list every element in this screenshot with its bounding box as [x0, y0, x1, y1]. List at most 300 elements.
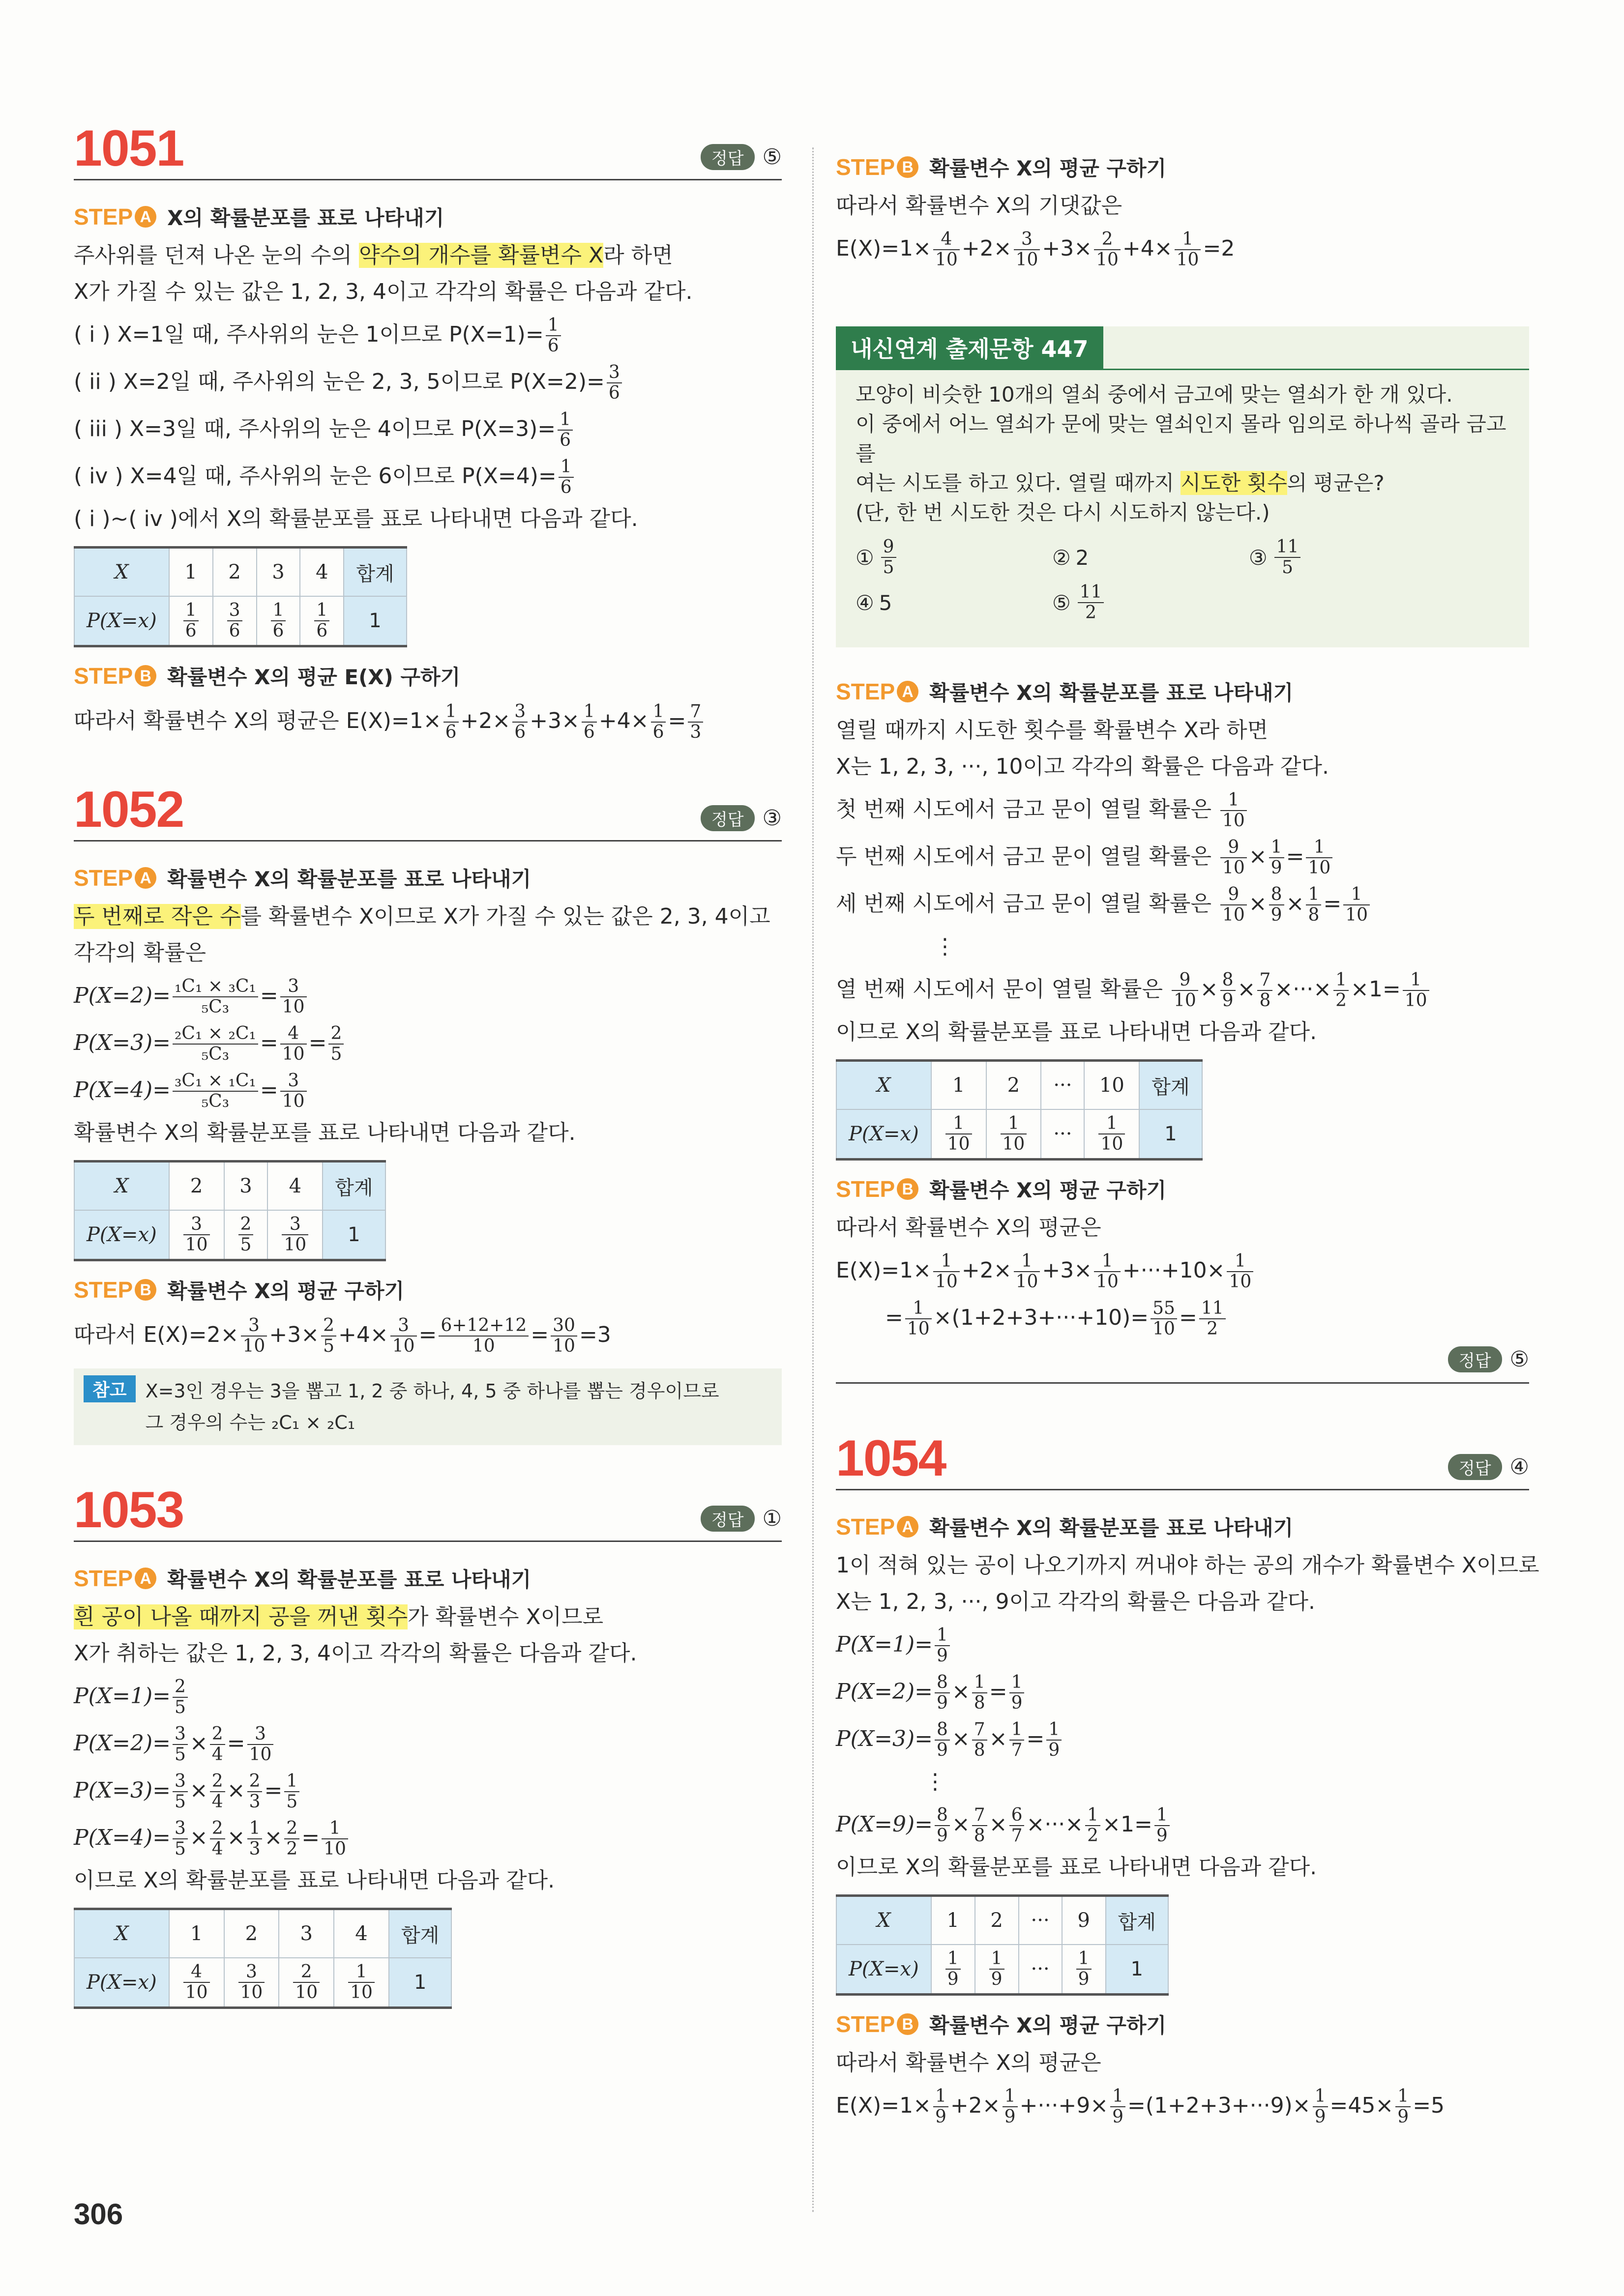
numerator: 1: [1094, 1251, 1121, 1272]
fraction: [210, 1724, 225, 1765]
table-cell: ···: [1019, 1896, 1062, 1945]
fraction: [1110, 2087, 1125, 2127]
numerator: 6+12+12: [439, 1316, 529, 1337]
step-title: 확률변수 X의 평균 구하기: [929, 1178, 1167, 1202]
fraction: [559, 457, 574, 497]
problem-header: [74, 1484, 782, 1542]
table-cell: [931, 1109, 986, 1160]
step-title: 확률변수 X의 평균 구하기: [929, 2013, 1167, 2037]
numerator: 3: [183, 1215, 210, 1235]
prob-label: P(X=2)=: [74, 1731, 171, 1756]
denominator: 5: [330, 1044, 342, 1064]
fraction: [512, 702, 528, 742]
denominator: 5: [883, 557, 894, 578]
fraction: [173, 1071, 258, 1111]
operator: +···+9×: [1019, 2093, 1109, 2118]
table-header-x: X: [74, 548, 169, 597]
highlight: 두 번째로 작은 수: [74, 904, 241, 929]
step-title: 확률변수 X의 확률분포를 표로 나타내기: [167, 867, 531, 891]
fraction: [1313, 2087, 1328, 2127]
answer: [701, 1506, 782, 1532]
operator: ×···×: [1274, 977, 1332, 1002]
step-title: 확률변수 X의 확률분포를 표로 나타내기: [929, 681, 1294, 705]
operator: ×: [264, 1825, 283, 1850]
denominator: 10: [1308, 858, 1331, 878]
fraction: [1009, 1805, 1025, 1846]
case-text: ( ii ) X=2일 때, 주사위의 눈은 2, 3, 5이므로 P(X=2)=: [74, 369, 605, 394]
numerator: 1: [1003, 2087, 1018, 2107]
operator: ×: [951, 1812, 970, 1837]
table-header-p: P(X=x): [836, 1945, 931, 1995]
numerator: 3: [247, 1724, 274, 1745]
fraction: [972, 1673, 987, 1713]
numerator: 2: [210, 1819, 225, 1839]
choice-item: [1249, 537, 1446, 578]
denominator: 9: [1078, 1969, 1090, 1989]
numerator: 1: [972, 1673, 987, 1693]
denominator: 9: [1004, 2107, 1016, 2127]
step-tag: STEP A: [74, 865, 156, 891]
numerator: 3: [173, 1819, 188, 1839]
case-text: ( i ) X=1일 때, 주사위의 눈은 1이므로 P(X=1)=: [74, 322, 544, 347]
prob-line: [74, 1673, 782, 1720]
highlight: 흰 공이 나올 때까지 공을 꺼낸 횟수: [74, 1604, 408, 1629]
numerator: 2: [321, 1316, 336, 1337]
table-total-value: 1: [389, 1958, 451, 2008]
operator: ×(1+2+3+···+10)=: [933, 1305, 1149, 1330]
operator: =: [1286, 844, 1304, 869]
table-cell: [169, 1958, 224, 2008]
denominator: 5: [175, 1839, 186, 1859]
operator: =(1+2+3+···9)×: [1127, 2093, 1311, 2118]
denominator: 10: [1229, 1272, 1252, 1292]
fraction: [1094, 230, 1121, 270]
operator: +3×: [530, 708, 580, 733]
fraction: [348, 1962, 375, 2003]
numerator: 7: [688, 702, 703, 723]
fraction: [935, 1673, 950, 1713]
table-cell: 3: [224, 1162, 268, 1211]
fraction: [247, 1819, 263, 1859]
step-a-heading-447: [836, 677, 1529, 706]
prob-line: [74, 1767, 782, 1814]
mean-line-2: [836, 1294, 1529, 1341]
right-column: [836, 123, 1539, 2169]
numerator: 2: [238, 1215, 254, 1235]
distribution-table: [74, 1908, 452, 2009]
numerator: 3: [607, 363, 622, 383]
numerator: 1: [989, 1949, 1004, 1970]
fraction: [881, 537, 896, 578]
case-line: [74, 311, 782, 358]
denominator: 10: [907, 1319, 930, 1339]
mean-line: [836, 2082, 1529, 2129]
fraction: [989, 1949, 1004, 1989]
denominator: 10: [935, 1272, 958, 1292]
operator: =: [260, 1077, 278, 1103]
problem-header: [836, 1430, 1529, 1490]
denominator: 2: [1085, 603, 1097, 623]
fraction: [651, 702, 666, 742]
fraction: [1199, 1299, 1226, 1339]
denominator: 9: [991, 1969, 1003, 1989]
table-cell: [975, 1945, 1019, 1995]
case-text: ( iii ) X=3일 때, 주사위의 눈은 4이므로 P(X=3)=: [74, 416, 556, 441]
try-line: [836, 880, 1529, 928]
numerator: 1: [1009, 1720, 1025, 1741]
operator: =: [418, 1322, 437, 1347]
fraction: [321, 1316, 336, 1356]
numerator: 1: [322, 1819, 348, 1839]
denominator: 8: [974, 1826, 985, 1846]
operator: ×1=: [1350, 977, 1401, 1002]
denominator: 10: [1173, 990, 1196, 1011]
fraction: [173, 1772, 188, 1812]
denominator: 9: [1011, 1693, 1023, 1713]
prob-label: P(X=4)=: [74, 1825, 171, 1850]
denominator: 6: [560, 430, 571, 450]
table-cell: ···: [1041, 1061, 1084, 1110]
prob-line: [74, 1067, 782, 1114]
numerator: 1: [945, 1114, 972, 1134]
numerator: 3: [238, 1962, 265, 1983]
operator: =5: [1413, 2093, 1445, 2118]
mean-prefix: E(X)=1×: [836, 1258, 932, 1283]
denominator: 3: [249, 1792, 261, 1812]
fraction: [1257, 970, 1272, 1011]
numerator: 1: [1110, 2087, 1125, 2107]
numerator: 9: [1172, 970, 1198, 991]
table-cell: [931, 1945, 975, 1995]
step-b-heading: [74, 1275, 782, 1305]
summary-line: 확률변수 X의 확률분포를 표로 나타내면 다음과 같다.: [74, 1120, 576, 1145]
numerator: 11: [1274, 537, 1301, 558]
denominator: 10: [282, 1044, 305, 1064]
operator: =: [260, 983, 278, 1008]
step-tag: STEP B: [836, 1176, 918, 1202]
operator: +4×: [338, 1322, 388, 1347]
summary-line: ( i )~( iv )에서 X의 확률분포를 표로 나타내면 다음과 같다.: [74, 506, 638, 531]
answer: [701, 805, 782, 831]
denominator: 9: [937, 1646, 948, 1666]
fraction: [1009, 1673, 1025, 1713]
step-a-heading: [74, 1564, 782, 1593]
table-cell: [224, 1958, 279, 2008]
operator: +3×: [269, 1322, 320, 1347]
choice-mark: ④: [856, 590, 874, 615]
fraction: [280, 1024, 307, 1064]
fraction: [173, 1677, 188, 1717]
denominator: 5: [175, 1792, 186, 1812]
mean-prefix: E(X)=1×: [836, 236, 932, 261]
fraction: [1001, 1114, 1027, 1154]
denominator: 6: [229, 621, 240, 641]
denominator: 9: [1222, 990, 1234, 1011]
left-column: [74, 120, 782, 2048]
prob-line: [74, 972, 782, 1019]
denominator: 10: [284, 1235, 307, 1255]
fraction: [238, 1962, 265, 2003]
fraction: [933, 230, 960, 270]
numerator: 1: [1313, 2087, 1328, 2107]
numerator: 1: [1085, 1805, 1100, 1826]
denominator: 10: [249, 1744, 272, 1765]
numerator: 1: [314, 601, 329, 621]
vdots: ⋮: [924, 1769, 946, 1794]
prob-label: P(X=4)=: [74, 1077, 171, 1103]
operator: ×···×: [1026, 1812, 1084, 1837]
operator: +3×: [1042, 236, 1093, 261]
numerator: 1: [1046, 1720, 1062, 1741]
fraction: [173, 1819, 188, 1859]
mean-intro-line: 따라서 확률변수 X의 평균은: [836, 2050, 1101, 2075]
fraction: [551, 1316, 577, 1356]
denominator: 2: [1335, 990, 1347, 1011]
operator: +3×: [1042, 1258, 1093, 1283]
last-prob-line: [836, 1801, 1529, 1848]
table-header-total: 합계: [389, 1909, 451, 1958]
intro-line: 1이 적혀 있는 공이 나오기까지 꺼내야 하는 공의 개수가 확률변수 X이므로: [836, 1553, 1539, 1578]
fraction: [1009, 1720, 1025, 1760]
choices: [836, 527, 1529, 633]
fraction: [607, 363, 622, 403]
denominator: 9: [1270, 905, 1282, 925]
mean-prefix: 따라서 E(X)=2×: [74, 1322, 239, 1347]
fraction: [905, 1299, 932, 1339]
denominator: 10: [242, 1336, 266, 1356]
denominator: 10: [935, 250, 958, 270]
numerator: 1: [1306, 838, 1332, 858]
numerator: 8: [1220, 970, 1236, 991]
step-a-heading: [836, 1512, 1529, 1541]
denominator: 10: [324, 1839, 346, 1859]
step-title: 확률변수 X의 평균 구하기: [167, 1279, 405, 1303]
table-header-p: P(X=x): [836, 1109, 931, 1160]
numerator: 1: [1333, 970, 1349, 991]
operator: +2×: [950, 2093, 1001, 2118]
numerator: 1: [1227, 1251, 1253, 1272]
operator: ×: [189, 1731, 208, 1756]
fraction: [1014, 230, 1040, 270]
denominator: 5: [175, 1744, 186, 1765]
numerator: 2: [1094, 230, 1121, 250]
try-text: 첫 번째 시도에서 금고 문이 열릴 확률은: [836, 797, 1218, 822]
numerator: 1: [651, 702, 666, 723]
operator: ×: [1248, 844, 1267, 869]
operator: ×: [1248, 891, 1267, 916]
denominator: 6: [185, 621, 197, 641]
fraction: [282, 1215, 308, 1255]
numerator: 1: [905, 1299, 932, 1319]
numerator: 1: [247, 1819, 263, 1839]
numerator: 8: [935, 1673, 950, 1693]
page-number: 306: [74, 2198, 123, 2231]
operator: ×1=: [1102, 1812, 1152, 1837]
linked-tag: 내신연계 출제문항 447: [836, 326, 1103, 369]
case-line: [74, 453, 782, 500]
problem-number: 1054: [836, 1430, 946, 1487]
denominator: 5: [1282, 557, 1294, 578]
answer-badge: 정답: [701, 1506, 755, 1532]
denominator: 9: [937, 1826, 948, 1846]
numerator: 1: [933, 2087, 948, 2107]
fraction: [210, 1772, 225, 1812]
distribution-table: [836, 1059, 1203, 1161]
fraction: [935, 1626, 950, 1666]
table-cell: 4: [300, 548, 344, 597]
numerator: 3: [512, 702, 528, 723]
operator: =: [227, 1731, 245, 1756]
denominator: 10: [1152, 1319, 1175, 1339]
denominator: 10: [282, 997, 305, 1017]
numerator: 2: [328, 1024, 344, 1045]
table-cell: [1084, 1109, 1139, 1160]
fraction: [322, 1819, 348, 1859]
table-cell: [169, 596, 213, 646]
mean-prefix: 따라서 확률변수 X의 평균은 E(X)=1×: [74, 708, 442, 733]
distribution-table: [74, 1160, 386, 1261]
denominator: 4: [211, 1744, 223, 1765]
fraction: [241, 1316, 267, 1356]
table-row-p: [836, 1945, 1168, 1995]
denominator: 10: [1176, 250, 1199, 270]
prob-line: [836, 1715, 1529, 1763]
table-cell: 2: [224, 1909, 279, 1958]
step-a-heading: [74, 202, 782, 232]
table-row-x: [74, 548, 407, 597]
numerator: 1: [443, 702, 459, 723]
fraction: [1220, 790, 1247, 831]
column-divider: [812, 147, 814, 2212]
denominator: 10: [1015, 1272, 1038, 1292]
fraction: [328, 1024, 344, 1064]
note-tag: 참고: [84, 1375, 136, 1402]
numerator: 1: [1403, 970, 1429, 991]
table-cell: 1: [169, 548, 213, 597]
table-header-p: P(X=x): [74, 1958, 169, 2008]
choice-value: 5: [879, 590, 892, 615]
answer-badge: 정답: [701, 144, 755, 170]
fraction: [933, 1251, 960, 1292]
denominator: 10: [1345, 905, 1368, 925]
operator: =: [668, 708, 686, 733]
operator: =: [264, 1778, 283, 1803]
denominator: 9: [1397, 2107, 1409, 2127]
answer-value: ⑤: [762, 145, 782, 170]
table-row-p: [74, 1958, 451, 2008]
operator: ×: [189, 1825, 208, 1850]
fraction: [1014, 1251, 1040, 1292]
numerator: 1: [559, 457, 574, 478]
step-tag: STEP A: [74, 1565, 156, 1592]
fraction: [1220, 970, 1236, 1011]
denominator: 10: [1015, 250, 1038, 270]
fraction: [1175, 230, 1201, 270]
table-cell: 3: [279, 1909, 334, 1958]
numerator: 3: [280, 1071, 307, 1092]
denominator: ₅C₃: [201, 997, 230, 1017]
table-cell: ···: [1041, 1109, 1084, 1160]
denominator: 5: [175, 1697, 186, 1717]
denominator: 2: [286, 1839, 298, 1859]
fraction: [688, 702, 703, 742]
denominator: 10: [1222, 905, 1245, 925]
operator: =: [1323, 891, 1342, 916]
operator: +···+10×: [1122, 1258, 1225, 1283]
fraction: [1227, 1251, 1253, 1292]
denominator: 6: [272, 621, 284, 641]
reference-note: [74, 1368, 782, 1445]
denominator: 4: [211, 1792, 223, 1812]
denominator: 9: [937, 1693, 948, 1713]
numerator: 1: [546, 316, 561, 336]
linked-question: 모양이 비슷한 10개의 열쇠 중에서 금고에 맞는 열쇠가 한 개 있다. 이 중에서 어느 열쇠가 문에 맞는 열쇠인지 몰라 임의로 하나씩 골라 금고를 여는 시도를 하고 있다. 열릴 때까지 시도한 횟수의 평균은? (단, 한 번 시도한 것은 다시 시도하지 않는다.): [856, 382, 1506, 524]
table-cell: [267, 1210, 323, 1260]
operator: ×: [951, 1679, 970, 1704]
operator: +2×: [961, 1258, 1012, 1283]
fraction: [1151, 1299, 1177, 1339]
operator: =: [1179, 1305, 1197, 1330]
numerator: 1: [271, 601, 286, 621]
denominator: ₅C₃: [201, 1044, 230, 1064]
choice-item: [856, 582, 1052, 623]
denominator: 6: [547, 336, 559, 356]
numerator: 7: [972, 1805, 987, 1826]
operator: ×: [227, 1825, 245, 1850]
denominator: 5: [286, 1792, 298, 1812]
numerator: 2: [173, 1677, 188, 1698]
numerator: 3: [173, 1772, 188, 1792]
intro-line: X가 가질 수 있는 값은 1, 2, 3, 4이고 각각의 확률은 다음과 같다.: [74, 279, 693, 304]
table-header-p: P(X=x): [74, 596, 169, 646]
prob-label: P(X=3)=: [74, 1778, 171, 1803]
denominator: 6: [608, 383, 620, 403]
step-a-heading: [74, 863, 782, 893]
denominator: 10: [185, 1235, 208, 1255]
problem-number: 1053: [74, 1482, 184, 1539]
denominator: 10: [1002, 1134, 1025, 1154]
fraction: [582, 702, 597, 742]
denominator: 10: [1222, 811, 1245, 831]
fraction: [227, 601, 242, 641]
try-text: 열 번째 시도에서 문이 열릴 확률은: [836, 977, 1170, 1002]
fraction: [1306, 838, 1332, 878]
step-tag: STEP B: [74, 1277, 156, 1303]
intro-line: X는 1, 2, 3, ···, 10이고 각각의 확률은 다음과 같다.: [836, 754, 1329, 779]
denominator: 8: [1308, 905, 1320, 925]
table-cell: ···: [1019, 1945, 1062, 1995]
fraction: [546, 316, 561, 356]
operator: +2×: [961, 236, 1012, 261]
problem-header: [74, 781, 782, 842]
denominator: 10: [553, 1336, 575, 1356]
operator: ×: [189, 1778, 208, 1803]
fraction: [1269, 885, 1284, 925]
fraction: [247, 1772, 263, 1812]
step-title: 확률변수 X의 평균 E(X) 구하기: [167, 665, 461, 689]
fraction: [314, 601, 329, 641]
operator: ×: [227, 1778, 245, 1803]
numerator: 2: [247, 1772, 263, 1792]
intro-line: 주사위를 던져 나온 눈의 수의 약수의 개수를 확률변수 X라 하면: [74, 243, 673, 268]
fraction: [183, 1215, 210, 1255]
numerator: 6: [1009, 1805, 1025, 1826]
numerator: 1: [1220, 790, 1247, 811]
choice-item: [1052, 537, 1249, 578]
fraction: [1220, 838, 1247, 878]
denominator: 7: [1011, 1826, 1023, 1846]
numerator: 1: [933, 1251, 960, 1272]
